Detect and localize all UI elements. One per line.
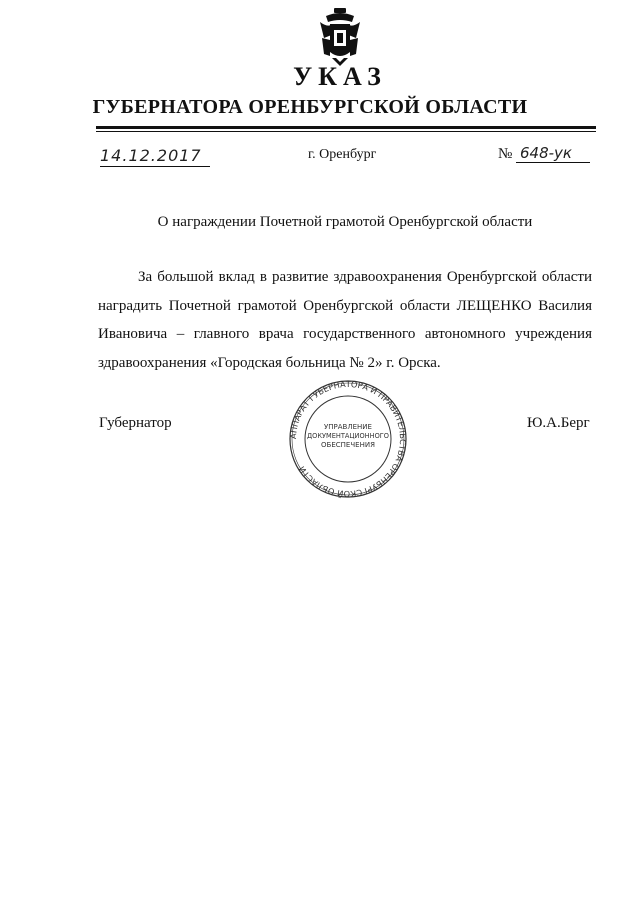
document-title: УКАЗ: [293, 62, 387, 91]
signer-title: Губернатор: [99, 415, 172, 431]
stamp-outer-text: АППАРАТ ГУБЕРНАТОРА И ПРАВИТЕЛЬСТВА ОРЕНБУРГСКОЙ ОБЛАСТИ: [287, 379, 409, 499]
document-number: 648-ук: [516, 144, 590, 163]
document-date: 14.12.2017: [100, 146, 210, 167]
document-heading: О награждении Почетной грамотой Оренбургской области: [157, 214, 533, 230]
document-body: За большой вклад в развитие здравоохранения Оренбургской области наградить Почетной грамотой Оренбургской области ЛЕЩЕНКО Василия Ивановича – главного врача государственного автономного учреждения здравоохранения «Городская больница № 2» г. Орска.: [98, 269, 592, 371]
official-stamp: [282, 379, 414, 499]
header-rule-thick: [96, 126, 596, 129]
header-rule-thin: [96, 131, 596, 132]
signer-name: Ю.А.Берг: [527, 415, 590, 431]
document-number-label: №: [498, 146, 513, 162]
document-subtitle: ГУБЕРНАТОРА ОРЕНБУРГСКОЙ ОБЛАСТИ: [92, 96, 528, 118]
stamp-inner-line3: ОБЕСПЕЧЕНИЯ: [321, 441, 375, 449]
stamp-inner-line2: ДОКУМЕНТАЦИОННОГО: [307, 432, 389, 440]
coat-of-arms-icon: [318, 8, 362, 68]
document-city: г. Оренбург: [308, 147, 377, 162]
stamp-inner-line1: УПРАВЛЕНИЕ: [324, 423, 372, 431]
